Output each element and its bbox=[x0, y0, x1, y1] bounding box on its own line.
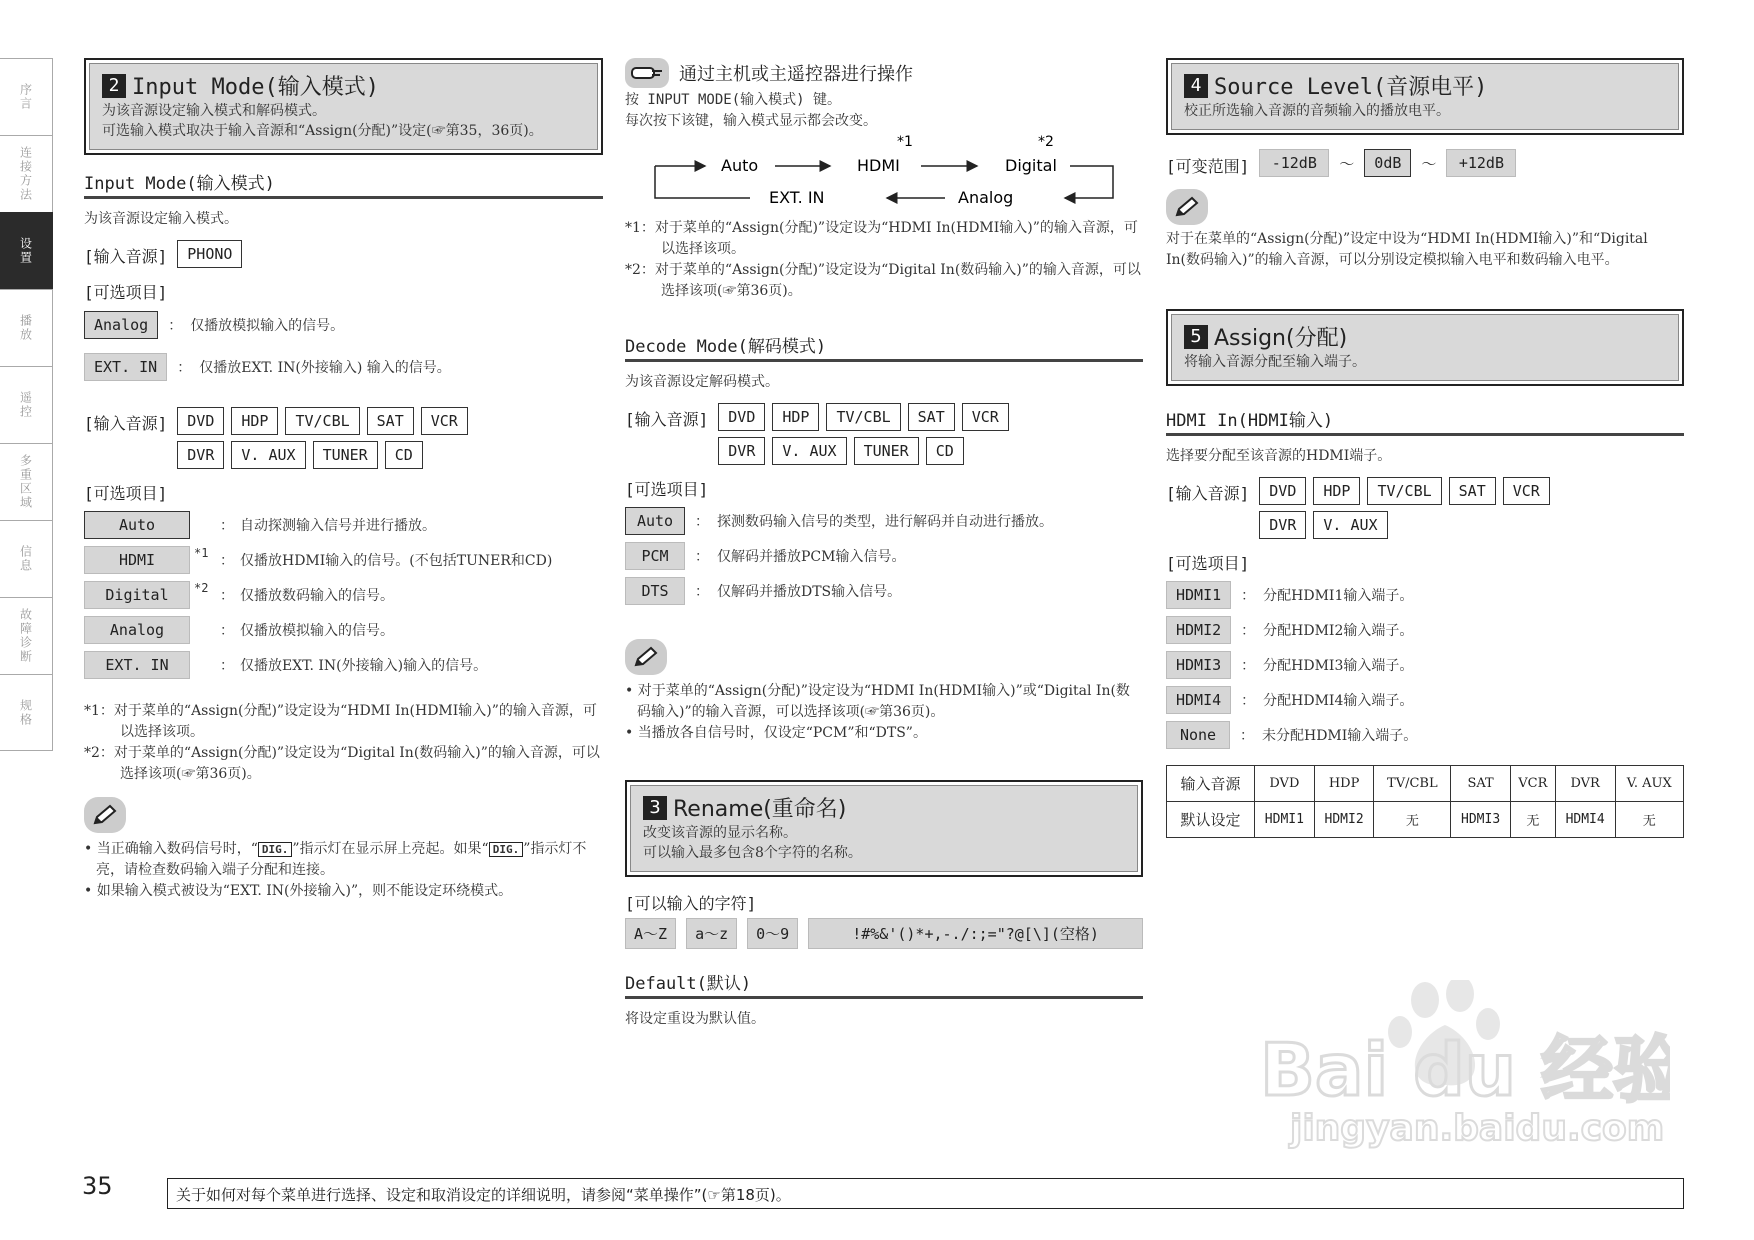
pencil-icon bbox=[1166, 189, 1208, 225]
footnote: *1：对于菜单的“Assign(分配)”设定设为“HDMI In(HDMI输入)”的输入音源，可以选择该项。 bbox=[625, 220, 1138, 257]
option-row: HDMI *1 ： 仅播放HDMI输入的信号。(不包括TUNER和CD) bbox=[84, 546, 603, 574]
char-chip: A～Z bbox=[625, 918, 676, 949]
chars-label: [可以输入的字符] bbox=[625, 894, 757, 913]
section-desc: 校正所选输入音源的音频输入的播放电平。 bbox=[1184, 103, 1450, 119]
source-chip: PHONO bbox=[177, 240, 242, 268]
column-source-level-assign bbox=[1166, 58, 1684, 838]
source-chip: V. AUX bbox=[1313, 511, 1387, 539]
char-chip: a～z bbox=[686, 918, 737, 949]
source-chip: TV/CBL bbox=[826, 403, 900, 431]
option-row: Analog ： 仅播放模拟输入的信号。 bbox=[84, 616, 603, 644]
source-label: [输入音源] bbox=[625, 410, 709, 429]
source-chip: DVR bbox=[718, 437, 765, 465]
column-decode-mode bbox=[625, 58, 1143, 1030]
option-chip[interactable]: Analog bbox=[84, 616, 190, 644]
source-chip: V. AUX bbox=[231, 441, 305, 469]
option-text: 仅播放模拟输入的信号。 bbox=[190, 318, 345, 334]
para: 为该音源设定解码模式。 bbox=[625, 374, 779, 390]
table-row bbox=[1167, 766, 1684, 802]
para: 为该音源设定输入模式。 bbox=[84, 211, 238, 227]
footnote: *2：对于菜单的“Assign(分配)”设定设为“Digital In(数码输入)”的输入音源，可以选择该项(☞第36页)。 bbox=[625, 262, 1141, 299]
bullet: • 当正确输入数码信号时，“ DIG. ”指示灯在显示屏上亮起。如果“ DIG. ”指示灯不亮，请检查数码输入端子分配和连接。 bbox=[84, 841, 587, 878]
option-row: HDMI1 ： 分配HDMI1输入端子。 bbox=[1166, 581, 1684, 609]
flow-star2: *2 bbox=[1038, 134, 1054, 150]
subhead-default: Default(默认) bbox=[625, 969, 1143, 999]
side-tab-setup[interactable]: 设置 bbox=[0, 212, 53, 289]
default-assign-table bbox=[1166, 765, 1684, 838]
option-row: None ： 未分配HDMI输入端子。 bbox=[1166, 721, 1684, 749]
char-chip: 0～9 bbox=[747, 918, 798, 949]
option-row: Analog ： 仅播放模拟输入的信号。 bbox=[84, 311, 603, 339]
option-text: 仅解码并播放PCM输入信号。 bbox=[717, 549, 906, 565]
table-row bbox=[1167, 802, 1684, 838]
side-tabs bbox=[0, 58, 53, 751]
side-tab-info[interactable]: 信息 bbox=[0, 520, 53, 597]
para: 选择要分配至该音源的HDMI端子。 bbox=[1166, 448, 1392, 464]
table-cell: HDMI1 bbox=[1255, 802, 1315, 838]
table-cell: DVR bbox=[1555, 766, 1615, 802]
side-tab-multizone[interactable]: 多重区域 bbox=[0, 443, 53, 520]
source-chip: VCR bbox=[962, 403, 1009, 431]
source-chip: DVD bbox=[718, 403, 765, 431]
option-text: 仅播放模拟输入的信号。 bbox=[240, 623, 394, 639]
source-chip: DVR bbox=[177, 441, 224, 469]
dig-indicator: DIG. bbox=[489, 842, 524, 857]
source-label: [输入音源] bbox=[1166, 484, 1250, 503]
watermark-brand: Bai du 经验 bbox=[1260, 1028, 1670, 1112]
source-chip: TUNER bbox=[313, 441, 378, 469]
flow-auto: Auto bbox=[721, 156, 759, 175]
page-number: 35 bbox=[82, 1172, 113, 1200]
option-chip[interactable]: Auto bbox=[84, 511, 190, 539]
source-chip: DVD bbox=[177, 407, 224, 435]
option-text: 分配HDMI1输入端子。 bbox=[1263, 588, 1414, 604]
option-chip[interactable]: EXT. IN bbox=[84, 651, 190, 679]
section-desc: 可选输入模式取决于输入音源和“Assign(分配)”设定(☞第35，36页)。 bbox=[102, 123, 543, 139]
option-chip[interactable]: HDMI3 bbox=[1166, 651, 1231, 679]
source-chip: VCR bbox=[1503, 477, 1550, 505]
subhead-decode-mode: Decode Mode(解码模式) bbox=[625, 332, 1143, 362]
option-text: 分配HDMI3输入端子。 bbox=[1263, 658, 1414, 674]
source-chip: CD bbox=[385, 441, 423, 469]
section-title: Input Mode(输入模式) bbox=[132, 75, 379, 100]
source-label: [输入音源] bbox=[84, 247, 168, 266]
section-number: 3 bbox=[643, 796, 667, 820]
option-text: 仅播放HDMI输入的信号。(不包括TUNER和CD) bbox=[240, 553, 553, 569]
source-chip: DVD bbox=[1259, 477, 1306, 505]
option-row: EXT. IN ： 仅播放EXT. IN(外接输入) 输入的信号。 bbox=[84, 353, 603, 381]
option-chip[interactable]: None bbox=[1166, 721, 1230, 749]
section-desc: 为该音源设定输入模式和解码模式。 bbox=[102, 103, 326, 119]
pencil-icon bbox=[625, 639, 667, 675]
para: 将设定重设为默认值。 bbox=[625, 1011, 765, 1027]
side-tab-specs[interactable]: 规格 bbox=[0, 674, 53, 751]
source-chip: SAT bbox=[367, 407, 414, 435]
source-chip: V. AUX bbox=[772, 437, 846, 465]
source-chip: SAT bbox=[908, 403, 955, 431]
option-chip[interactable]: HDMI4 bbox=[1166, 686, 1231, 714]
operation-title: 通过主机或主遥控器进行操作 bbox=[679, 64, 913, 85]
remote-hand-icon bbox=[625, 58, 669, 88]
table-header: 输入音源 bbox=[1167, 766, 1255, 802]
table-cell: SAT bbox=[1451, 766, 1511, 802]
footnote: *1：对于菜单的“Assign(分配)”设定设为“HDMI In(HDMI输入)”的输入音源，可以选择该项。 bbox=[84, 703, 597, 740]
hint-text: 对于在菜单的“Assign(分配)”设定中设为“HDMI In(HDMI输入)”和“Digital In(数码输入)”的输入音源，可以分别设定模拟输入电平和数码输入电平。 bbox=[1166, 231, 1648, 268]
bullet: • 当播放各自信号时，仅设定“PCM”和“DTS”。 bbox=[625, 725, 927, 741]
section-title: Assign(分配) bbox=[1214, 326, 1348, 351]
section-number: 2 bbox=[102, 74, 126, 98]
option-text: 仅解码并播放DTS输入信号。 bbox=[717, 584, 902, 600]
option-chip[interactable]: HDMI2 bbox=[1166, 616, 1231, 644]
table-cell: DVD bbox=[1255, 766, 1315, 802]
table-cell: HDMI3 bbox=[1451, 802, 1511, 838]
option-text: 仅播放数码输入的信号。 bbox=[240, 588, 394, 604]
range-min: -12dB bbox=[1259, 149, 1329, 177]
section-desc: 将输入音源分配至输入端子。 bbox=[1184, 354, 1366, 370]
option-text: 分配HDMI2输入端子。 bbox=[1263, 623, 1414, 639]
footnote: *2：对于菜单的“Assign(分配)”设定设为“Digital In(数码输入)”的输入音源，可以选择该项(☞第36页)。 bbox=[84, 745, 600, 782]
operation-line: 按 INPUT MODE(输入模式) 键。 bbox=[625, 92, 842, 108]
option-text: 仅播放EXT. IN(外接输入) 输入的信号。 bbox=[199, 360, 451, 376]
table-cell: HDMI2 bbox=[1314, 802, 1374, 838]
table-header: 默认设定 bbox=[1167, 802, 1255, 838]
table-cell: TV/CBL bbox=[1374, 766, 1451, 802]
option-chip[interactable]: EXT. IN bbox=[84, 353, 167, 381]
option-row: Auto ： 探测数码输入信号的类型，进行解码并自动进行播放。 bbox=[625, 507, 1143, 535]
table-cell: HDP bbox=[1314, 766, 1374, 802]
flow-digital: Digital bbox=[1005, 156, 1057, 175]
source-chip: SAT bbox=[1449, 477, 1496, 505]
option-chip[interactable]: Digital bbox=[84, 581, 190, 609]
option-row: DTS ： 仅解码并播放DTS输入信号。 bbox=[625, 577, 1143, 605]
source-chip: TUNER bbox=[854, 437, 919, 465]
source-chip: DVR bbox=[1259, 511, 1306, 539]
option-text: 分配HDMI4输入端子。 bbox=[1263, 693, 1414, 709]
table-cell: 无 bbox=[1615, 802, 1683, 838]
subhead-hdmi-in: HDMI In(HDMI输入) bbox=[1166, 406, 1684, 436]
section-desc: 可以输入最多包含8个字符的名称。 bbox=[643, 845, 862, 861]
option-text: 未分配HDMI输入端子。 bbox=[1262, 728, 1418, 744]
option-row: EXT. IN ： 仅播放EXT. IN(外接输入)输入的信号。 bbox=[84, 651, 603, 679]
column-input-mode bbox=[84, 58, 603, 902]
section-number: 5 bbox=[1184, 325, 1208, 349]
table-cell: VCR bbox=[1510, 766, 1555, 802]
section-number: 4 bbox=[1184, 74, 1208, 98]
options-label: [可选项目] bbox=[1166, 554, 1250, 573]
section-header-input-mode bbox=[84, 58, 603, 155]
source-label: [输入音源] bbox=[84, 414, 168, 433]
range-label: [可变范围] bbox=[1166, 156, 1250, 176]
side-tab-troubleshooting[interactable]: 故障诊断 bbox=[0, 597, 53, 674]
side-tab-connections[interactable]: 连接方法 bbox=[0, 135, 53, 212]
bullet: • 如果输入模式被设为“EXT. IN(外接输入)”，则不能设定环绕模式。 bbox=[84, 883, 513, 899]
section-title: Rename(重命名) bbox=[673, 797, 847, 822]
option-row: PCM ： 仅解码并播放PCM输入信号。 bbox=[625, 542, 1143, 570]
source-chip: CD bbox=[926, 437, 964, 465]
side-tab-intro[interactable]: 序言 bbox=[0, 58, 53, 135]
option-row: HDMI3 ： 分配HDMI3输入端子。 bbox=[1166, 651, 1684, 679]
section-header-rename bbox=[625, 780, 1143, 877]
chars-row bbox=[625, 918, 1143, 949]
table-cell: 无 bbox=[1374, 802, 1451, 838]
table-cell: HDMI4 bbox=[1555, 802, 1615, 838]
source-chip: VCR bbox=[421, 407, 468, 435]
flow-star1: *1 bbox=[897, 134, 913, 150]
option-text: 仅播放EXT. IN(外接输入)输入的信号。 bbox=[240, 658, 488, 674]
option-text: 自动探测输入信号并进行播放。 bbox=[240, 518, 436, 534]
option-row: Auto ： 自动探测输入信号并进行播放。 bbox=[84, 511, 603, 539]
section-desc: 改变该音源的显示名称。 bbox=[643, 825, 797, 841]
footer-note: 关于如何对每个菜单进行选择、设定和取消设定的详细说明，请参阅“菜单操作”(☞第18页)。 bbox=[167, 1178, 1684, 1209]
source-chip: HDP bbox=[1313, 477, 1360, 505]
option-row: HDMI2 ： 分配HDMI2输入端子。 bbox=[1166, 616, 1684, 644]
flow-hdmi: HDMI bbox=[857, 156, 900, 175]
bullet: • 对于菜单的“Assign(分配)”设定设为“HDMI In(HDMI输入)”或“Digital In(数码输入)”的输入音源，可以选择该项(☞第36页)。 bbox=[625, 683, 1130, 720]
option-text: 探测数码输入信号的类型，进行解码并自动进行播放。 bbox=[717, 514, 1053, 530]
table-cell: V. AUX bbox=[1615, 766, 1683, 802]
option-chip[interactable]: HDMI bbox=[84, 546, 190, 574]
section-title: Source Level(音源电平) bbox=[1214, 75, 1488, 100]
flow-extin: EXT. IN bbox=[769, 188, 825, 207]
side-tab-playback[interactable]: 播放 bbox=[0, 289, 53, 366]
option-row: Digital *2 ： 仅播放数码输入的信号。 bbox=[84, 581, 603, 609]
option-chip[interactable]: PCM bbox=[625, 542, 685, 570]
dig-indicator: DIG. bbox=[258, 842, 293, 857]
flow-analog: Analog bbox=[958, 188, 1014, 207]
option-chip[interactable]: Analog bbox=[84, 311, 158, 339]
range-row: [可变范围] -12dB ～ 0dB ～ +12dB bbox=[1166, 149, 1684, 177]
side-tab-remote[interactable]: 遥控 bbox=[0, 366, 53, 443]
section-header-source-level bbox=[1166, 58, 1684, 135]
options-label: [可选项目] bbox=[84, 283, 168, 302]
char-chip: !#%&'()*+,-./:;="?@[\](空格) bbox=[808, 918, 1143, 949]
pencil-icon bbox=[84, 797, 126, 833]
watermark-url: jingyan.baidu.com bbox=[1290, 1108, 1665, 1149]
input-mode-flow-diagram bbox=[625, 134, 1143, 214]
options-label: [可选项目] bbox=[84, 484, 168, 503]
source-chip: TV/CBL bbox=[1367, 477, 1441, 505]
option-row: HDMI4 ： 分配HDMI4输入端子。 bbox=[1166, 686, 1684, 714]
source-chip: HDP bbox=[231, 407, 278, 435]
option-chip[interactable]: Auto bbox=[625, 507, 685, 535]
range-max: +12dB bbox=[1446, 149, 1516, 177]
operation-line: 每次按下该键，输入模式显示都会改变。 bbox=[625, 113, 877, 129]
baidu-watermark bbox=[1250, 980, 1670, 1150]
source-chip: HDP bbox=[772, 403, 819, 431]
subhead-input-mode: Input Mode(输入模式) bbox=[84, 169, 603, 199]
section-header-assign bbox=[1166, 309, 1684, 386]
option-chip[interactable]: DTS bbox=[625, 577, 685, 605]
range-default: 0dB bbox=[1364, 149, 1411, 177]
table-cell: 无 bbox=[1510, 802, 1555, 838]
source-chip: TV/CBL bbox=[285, 407, 359, 435]
option-chip[interactable]: HDMI1 bbox=[1166, 581, 1231, 609]
options-label: [可选项目] bbox=[625, 480, 709, 499]
